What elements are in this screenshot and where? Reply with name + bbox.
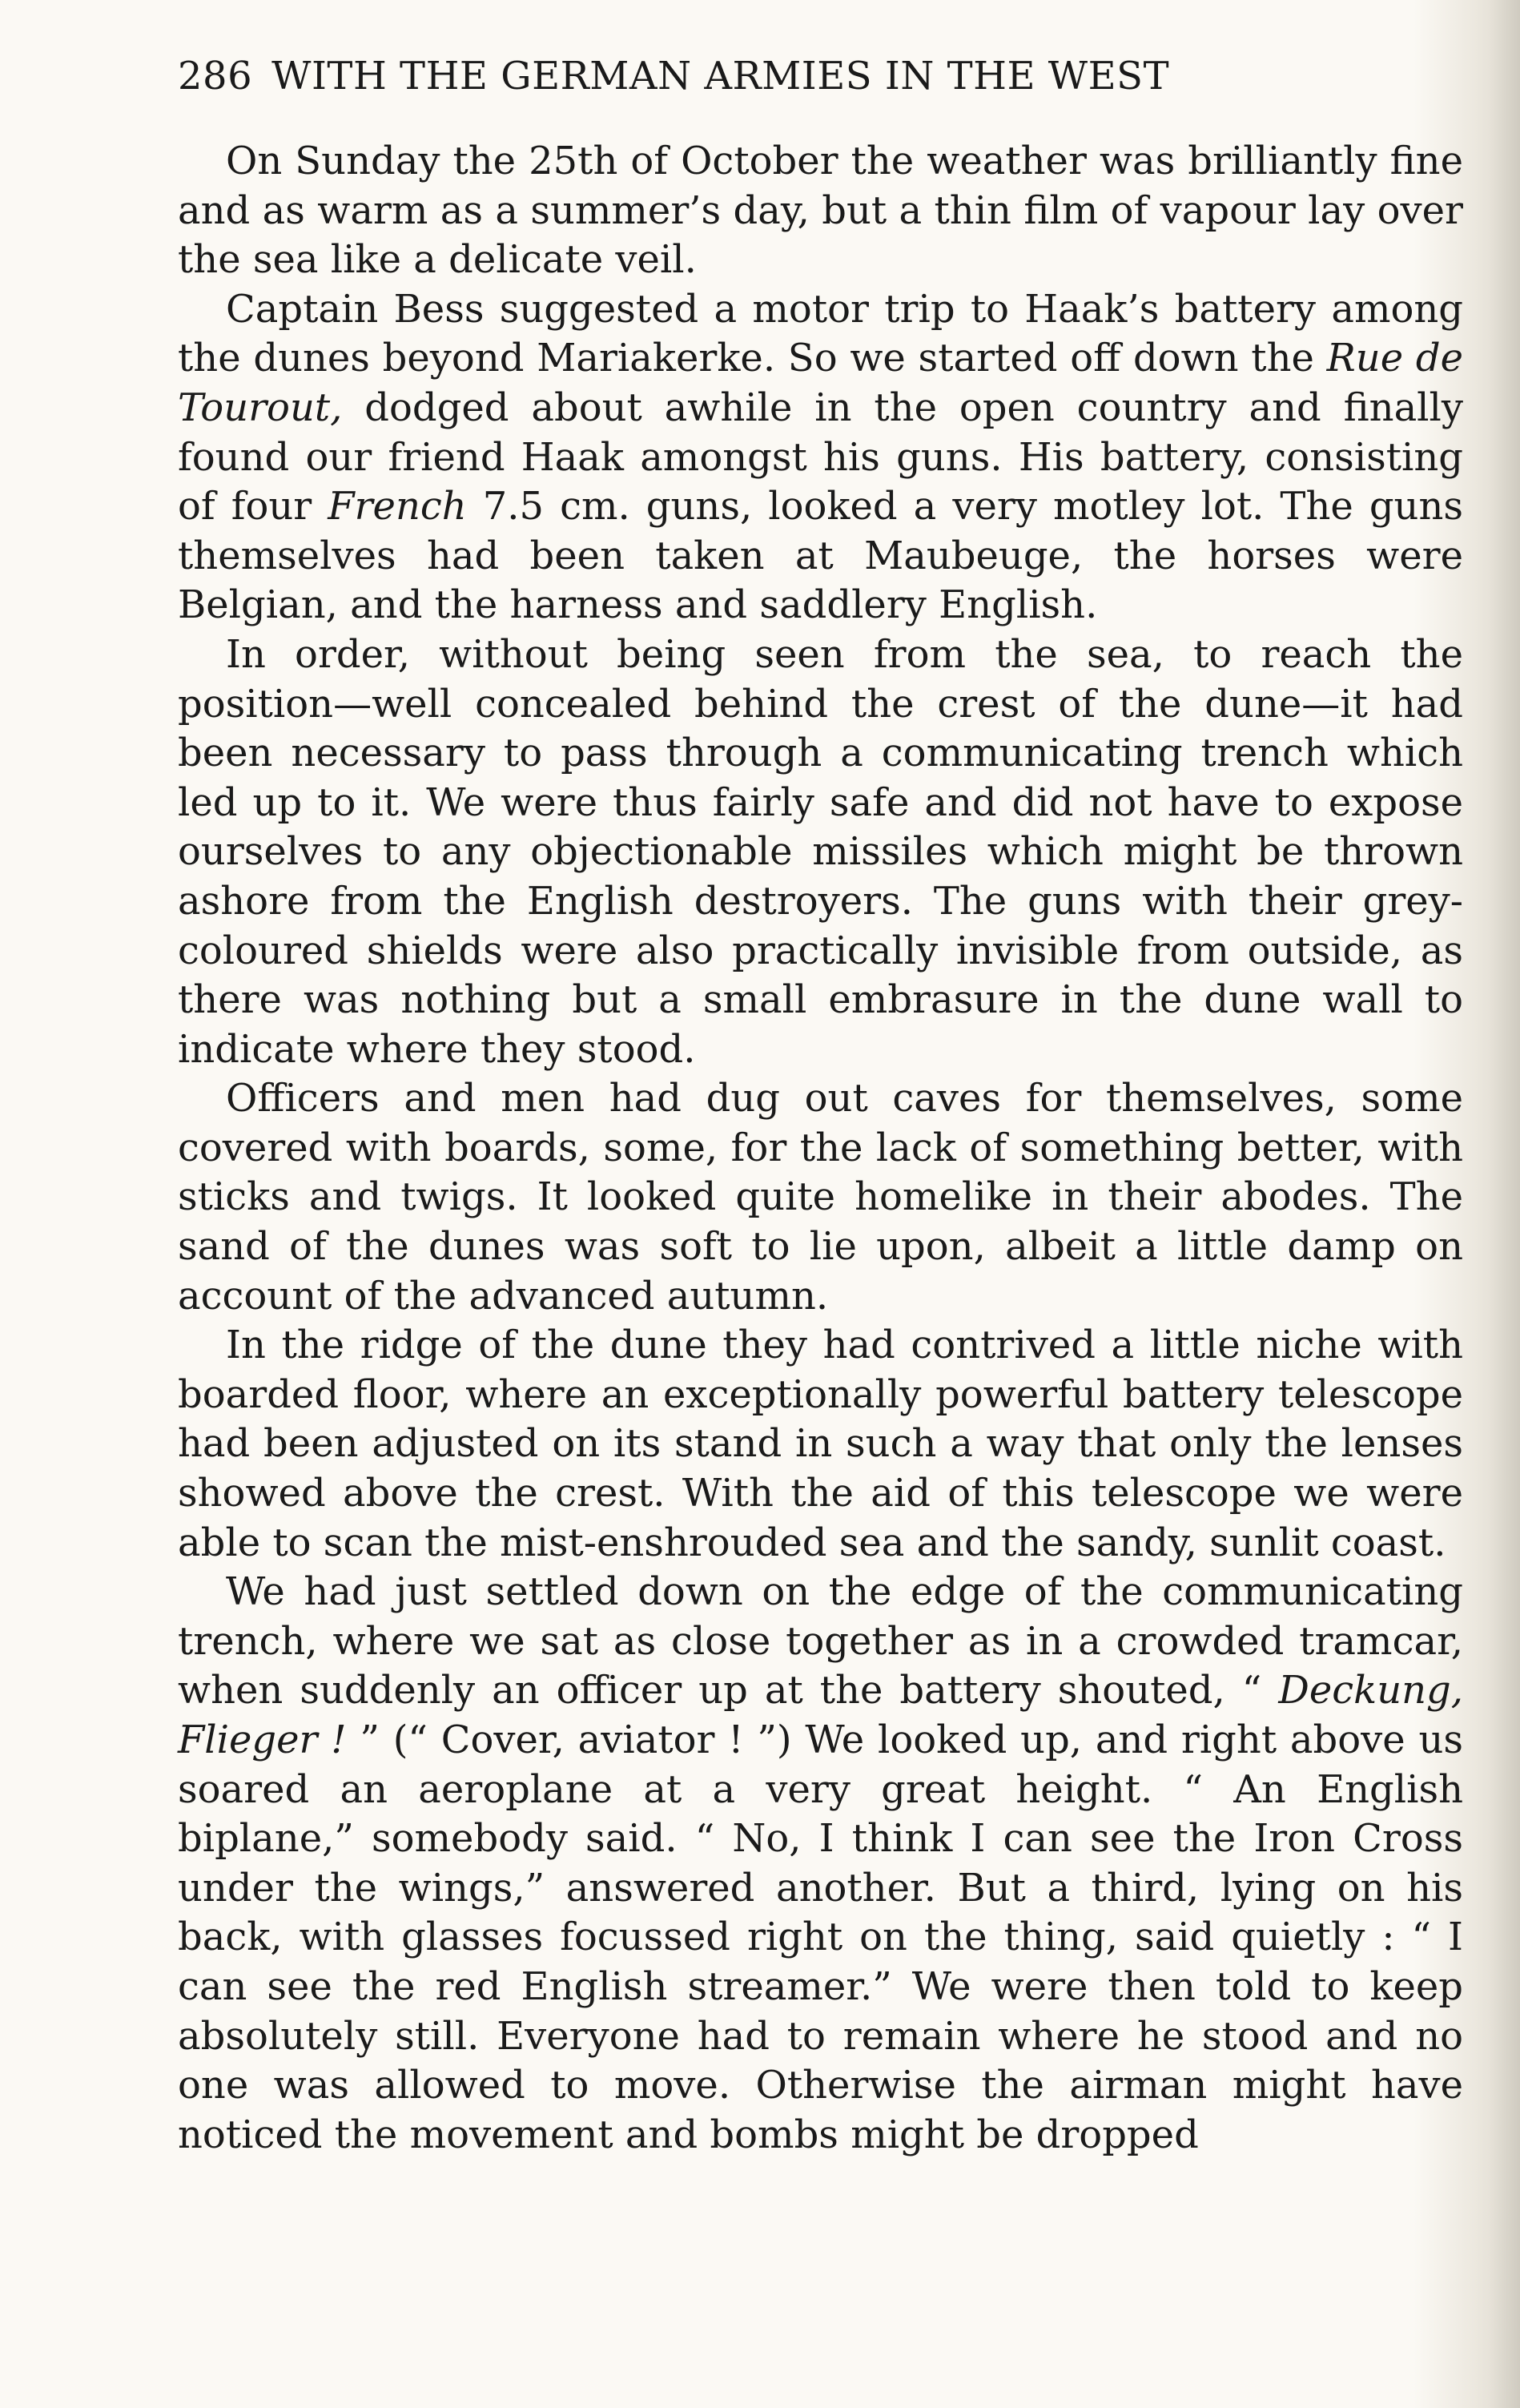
running-title: WITH THE GERMAN ARMIES IN THE WEST (271, 54, 1170, 99)
text-run: In the ridge of the dune they had contrived a little niche with boarded floor, where an exceptionally powerful battery telescope had been adjusted on its stand in such a way that only the lenses showed above the crest. With the aid of this telescope we were able to scan the mist-enshrouded sea and the sandy, sunlit coast. (178, 1323, 1463, 1565)
paragraph (178, 1321, 1463, 1568)
text-run: dodged about awhile in the open country and finally found our friend Haak amongst his guns. His battery, consisting of four (178, 385, 1463, 530)
text-run: In order, without being seen from the sea, to reach the position—well concealed behind the crest of the dune—it had been necessary to pass through a communicating trench which led up to it. We were thus fairly safe and did not have to expose ourselves to any objectionable missiles which might be thrown ashore from the English destroyers. The guns with their grey-coloured shields were also practically invisible from outside, as there was nothing but a small embrasure in the dune wall to indicate where they stood. (178, 631, 1463, 1072)
page-edge-shadow (1488, 0, 1520, 2408)
italic-text: French (328, 484, 467, 530)
page-number: 286 (178, 54, 253, 99)
text-run: On Sunday the 25th of October the weather was brilliantly fine and as warm as a summer’s day, but a thin film of vapour lay over the sea like a delicate veil. (178, 139, 1463, 283)
paragraph (178, 137, 1463, 285)
text-run: We had just settled down on the edge of the communicating trench, where we sat as close together as in a crowded tramcar, when suddenly an officer up at the battery shouted, “ (178, 1569, 1463, 1713)
paragraph (178, 1568, 1463, 2160)
paragraph (178, 1074, 1463, 1321)
page-header (178, 48, 1467, 104)
body-text (178, 137, 1463, 2160)
paragraph (178, 630, 1463, 1074)
text-run: ” (“ Cover, aviator ! ”) We looked up, and right above us soared an aeroplane at a very great height. “ An English biplane,” somebody said. “ No, I think I can see the Iron Cross under the wings,” answered another. But a third, lying on his back, with glasses focussed right on the thing, said quietly : “ I can see the red English streamer.” We were then told to keep absolutely still. Everyone had to remain where he stood and no one was allowed to move. Otherwise the airman might have noticed the movement and bombs might be dropped (178, 1717, 1463, 2157)
text-run: Captain Bess suggested a motor trip to Haak’s battery among the dunes beyond Mariakerke. So we started off down the (178, 286, 1463, 381)
paragraph (178, 285, 1463, 630)
italic-text: Deckung, Flieger ! (178, 1668, 1463, 1762)
text-run: Officers and men had dug out caves for themselves, some covered with boards, some, for the lack of something better, with sticks and twigs. It looked quite homelike in their abodes. The sand of the dunes was soft to lie upon, albeit a little damp on account of the advanced autumn. (178, 1076, 1463, 1319)
text-run: 7.5 cm. guns, looked a very motley lot. The guns themselves had been taken at Maubeuge, the horses were Belgian, and the harness and saddlery English. (178, 484, 1464, 628)
italic-text: Rue de Tourout, (178, 336, 1463, 430)
